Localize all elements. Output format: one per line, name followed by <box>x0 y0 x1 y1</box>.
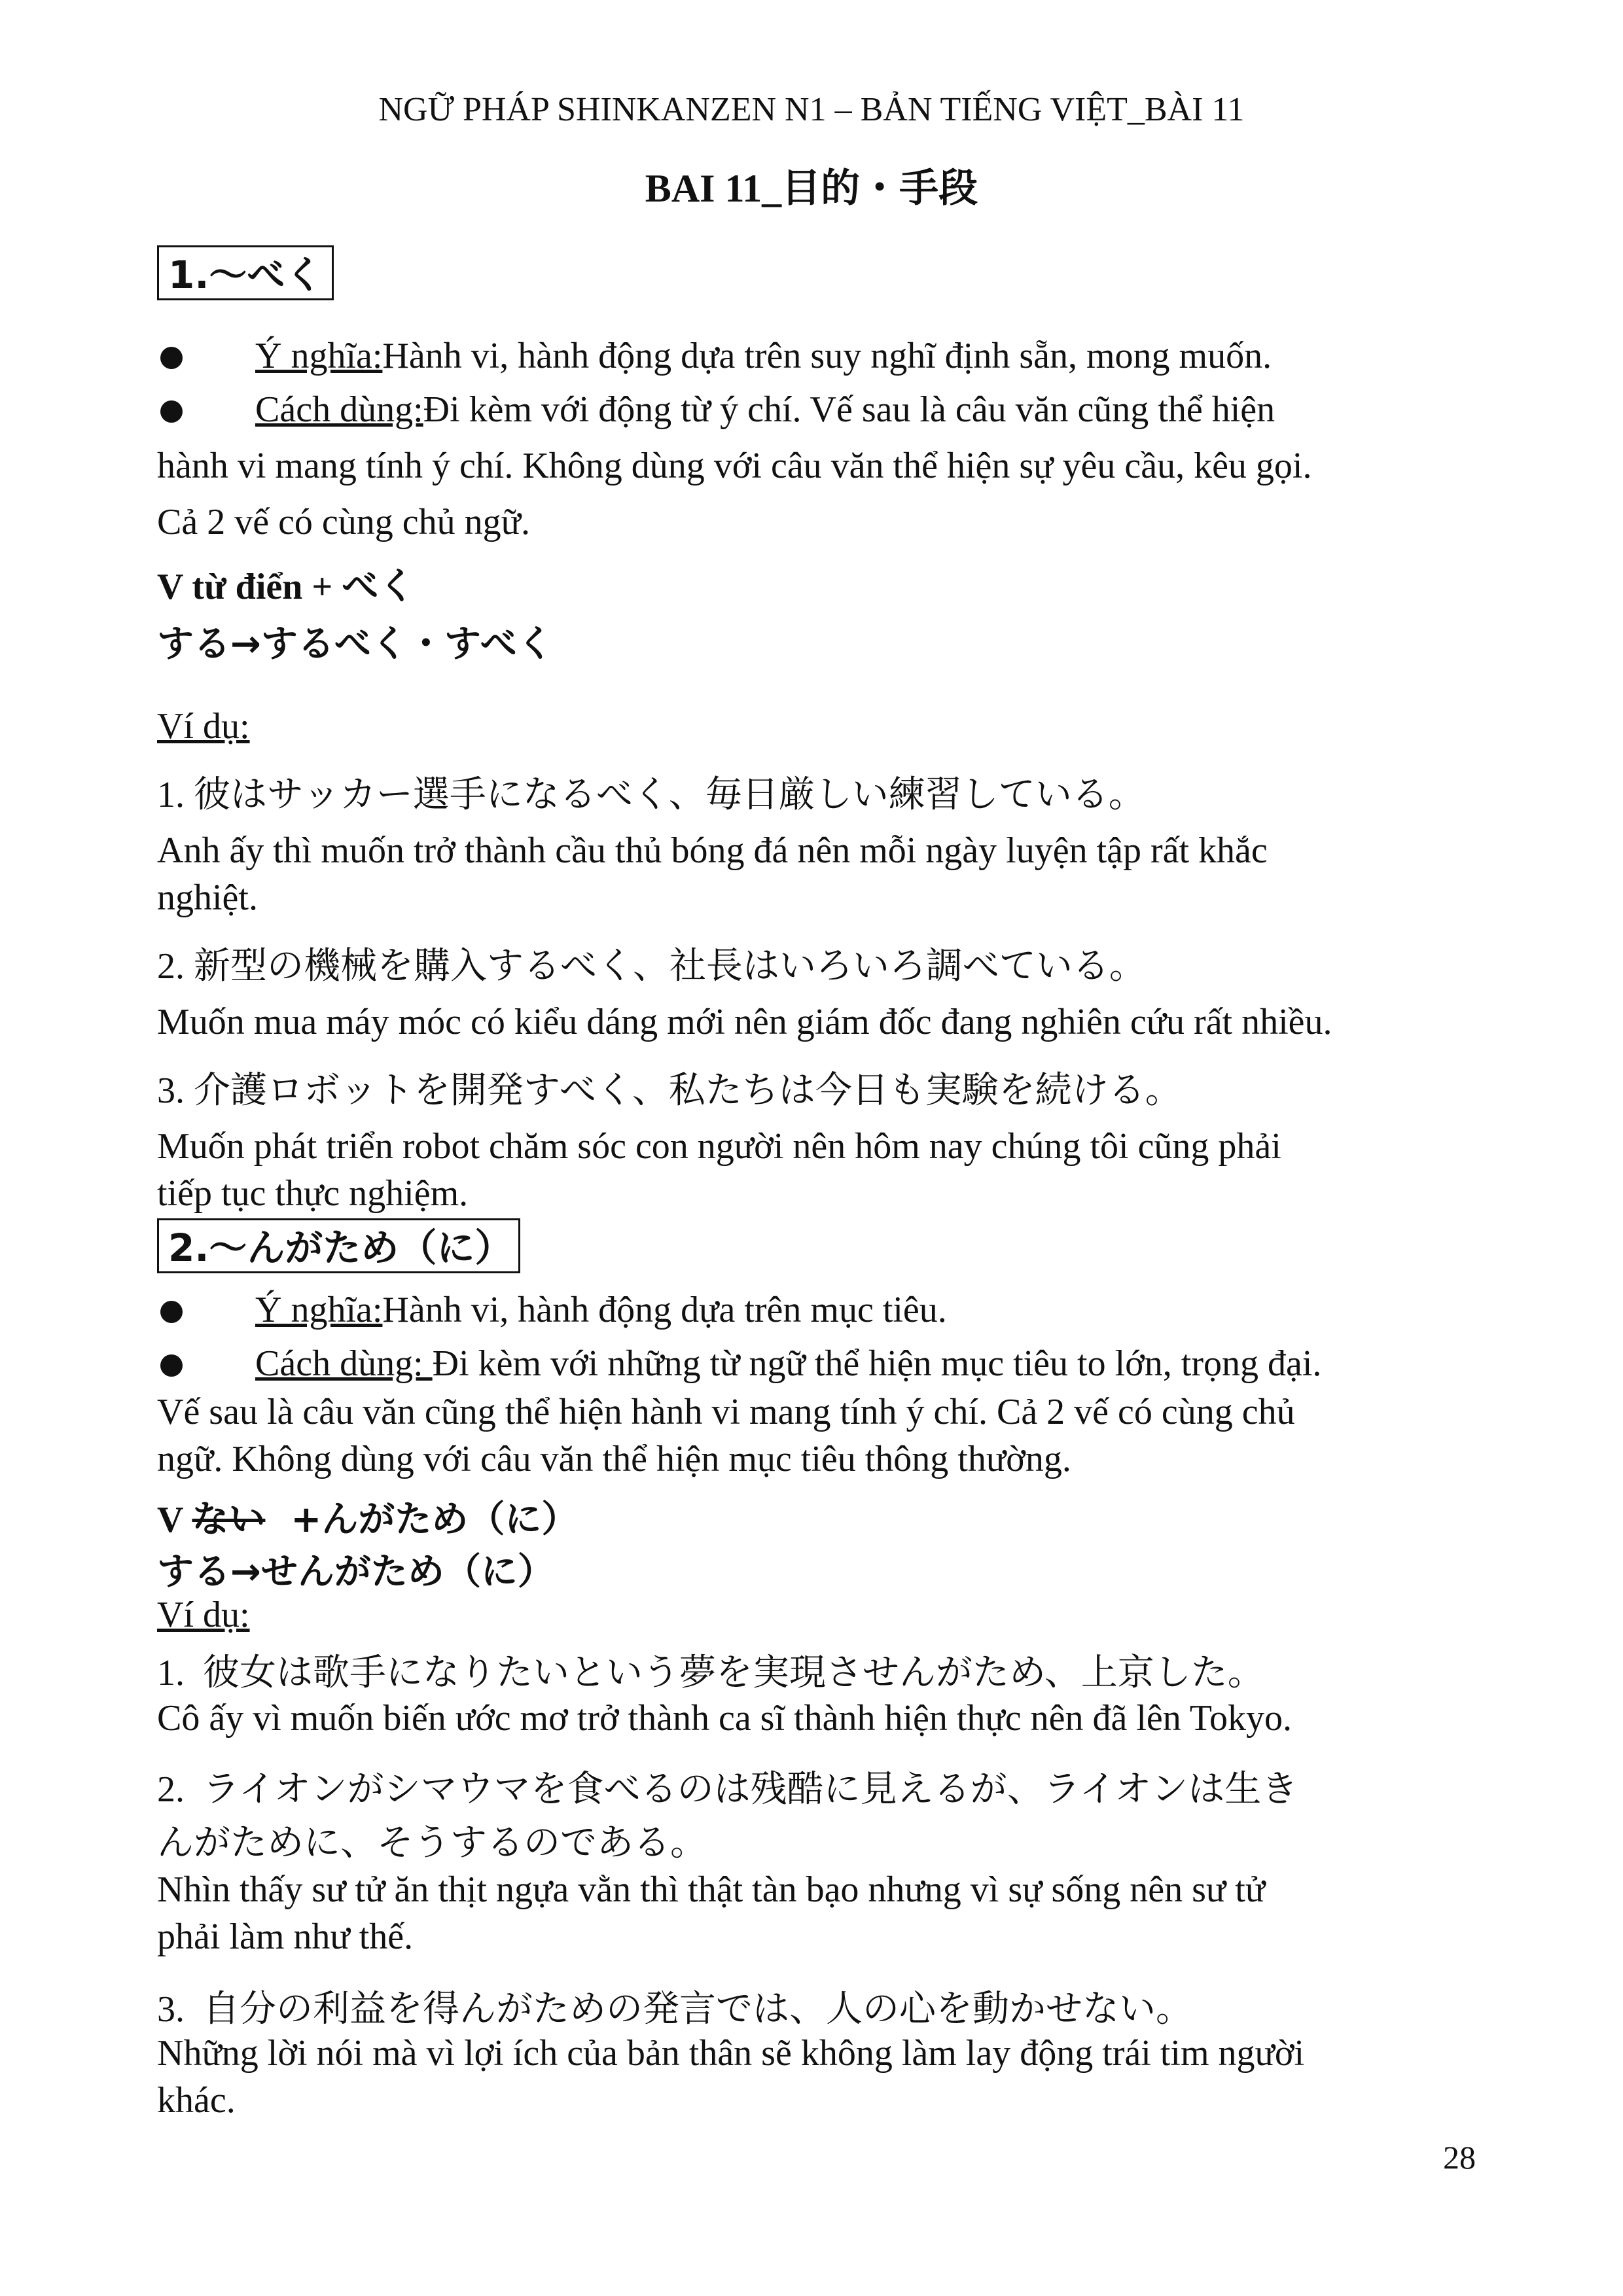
usage-text: Đi kèm với những từ ngữ thể hiện mục tiêu to lớn, trọng đại. <box>432 1343 1322 1384</box>
example-number: 1. <box>157 775 194 815</box>
example-1-jp <box>157 766 1145 818</box>
section-2-form-2: する→せんがため（に） <box>157 1551 554 1593</box>
example-3-jp <box>157 1980 1192 2032</box>
example-number: 2. <box>157 1769 203 1810</box>
section-2-meaning <box>255 1289 947 1331</box>
example-number: 3. <box>157 1989 203 2030</box>
bullet-icon <box>160 1354 183 1377</box>
usage-text-line-3: Cả 2 vế có cùng chủ ngữ. <box>157 502 530 542</box>
example-1-vi-line-2: nghiệt. <box>157 877 258 918</box>
example-number: 3. <box>157 1070 194 1111</box>
example-3-vi-line-1: Những lời nói mà vì lợi ích của bản thân sẽ không làm lay động trái tim người <box>157 2033 1305 2074</box>
example-jp-text: 彼はサッカー選手になるべく、毎日厳しい練習している。 <box>194 773 1145 816</box>
example-number: 1. <box>157 1653 203 1693</box>
example-3-vi-line-1: Muốn phát triển robot chăm sóc con người nên hôm nay chúng tôi cũng phải <box>157 1126 1281 1167</box>
example-2-vi-line-1: Nhìn thấy sư tử ăn thịt ngựa vằn thì thật tàn bạo nhưng vì sự sống nên sư tử <box>157 1869 1266 1910</box>
example-2-jp-line-2: んがために、そうするのである。 <box>157 1822 707 1864</box>
page-number: 28 <box>1443 2139 1476 2176</box>
section-1-example-label: Ví dụ: <box>157 706 250 747</box>
usage-text-line-2: hành vi mang tính ý chí. Không dùng với câu văn thể hiện sự yêu cầu, kêu gọi. <box>157 446 1312 486</box>
example-jp-text: ライオンがシマウマを食べるのは残酷に見えるが、ライオンは生き <box>203 1768 1298 1810</box>
example-3-vi-line-2: tiếp tục thực nghiệm. <box>157 1173 469 1214</box>
meaning-text: Hành vi, hành động dựa trên mục tiêu. <box>382 1290 947 1330</box>
section-1-meaning <box>255 335 1272 377</box>
example-2-jp <box>157 1760 1298 1812</box>
meaning-label: Ý nghĩa: <box>255 1290 383 1330</box>
usage-text: Đi kèm với động từ ý chí. Vế sau là câu văn cũng thể hiện <box>423 389 1275 430</box>
section-2-form-1 <box>157 1491 578 1543</box>
example-1-vi-line-1: Cô ấy vì muốn biến ước mơ trở thành ca sĩ thành hiện thực nên đã lên Tokyo. <box>157 1698 1293 1739</box>
example-jp-text: 自分の利益を得んがための発言では、人の心を動かせない。 <box>203 1988 1192 2030</box>
page-header: NGỮ PHÁP SHINKANZEN N1 – BẢN TIẾNG VIỆT_BÀI 11 <box>378 91 1245 128</box>
form-latin: V từ điển + <box>157 567 342 607</box>
meaning-label: Ý nghĩa: <box>255 336 383 376</box>
bullet-icon <box>160 1301 183 1323</box>
form-jp: べく <box>342 565 416 608</box>
page-title: BAI 11_目的・手段 <box>645 167 978 210</box>
usage-label: Cách dùng: <box>255 389 423 430</box>
section-2-heading: 2.〜んがため（に） <box>157 1218 520 1273</box>
section-1-form-2: する→するべく・すべく <box>157 623 554 665</box>
example-jp-text: 彼女は歌手になりたいという夢を実現させんがため、上京した。 <box>203 1651 1264 1694</box>
example-jp-text: 介護ロボットを開発すべく、私たちは今日も実験を続ける。 <box>194 1069 1182 1112</box>
usage-label: Cách dùng: <box>255 1343 433 1384</box>
example-2-vi-line-2: phải làm như thế. <box>157 1916 414 1957</box>
example-3-jp <box>157 1061 1182 1114</box>
form-rest: +んがため（に） <box>265 1498 579 1541</box>
section-2-usage <box>255 1343 1321 1385</box>
example-1-jp <box>157 1644 1264 1696</box>
example-jp-text: 新型の機械を購入するべく、社長はいろいろ調べている。 <box>194 945 1146 987</box>
usage-text-line-3: ngữ. Không dùng với câu văn thể hiện mục tiêu thông thường. <box>157 1439 1071 1479</box>
meaning-text: Hành vi, hành động dựa trên suy nghĩ định sẵn, mong muốn. <box>382 336 1272 376</box>
section-1-form-1 <box>157 557 415 610</box>
section-2-example-label: Ví dụ: <box>157 1595 250 1635</box>
bullet-icon <box>160 347 183 369</box>
section-1-usage <box>255 389 1275 431</box>
form-strike: ない <box>192 1498 266 1541</box>
section-1-heading: 1.〜べく <box>157 245 334 300</box>
example-number: 2. <box>157 946 194 987</box>
form-v: V <box>157 1500 192 1540</box>
usage-text-line-2: Vế sau là câu văn cũng thể hiện hành vi mang tính ý chí. Cả 2 vế có cùng chủ <box>157 1392 1295 1432</box>
example-2-jp <box>157 937 1146 989</box>
example-2-vi-line-1: Muốn mua máy móc có kiểu dáng mới nên giám đốc đang nghiên cứu rất nhiều. <box>157 1002 1332 1042</box>
example-1-vi-line-1: Anh ấy thì muốn trở thành cầu thủ bóng đá nên mỗi ngày luyện tập rất khắc <box>157 830 1268 871</box>
example-3-vi-line-2: khác. <box>157 2080 236 2121</box>
bullet-icon <box>160 400 183 423</box>
